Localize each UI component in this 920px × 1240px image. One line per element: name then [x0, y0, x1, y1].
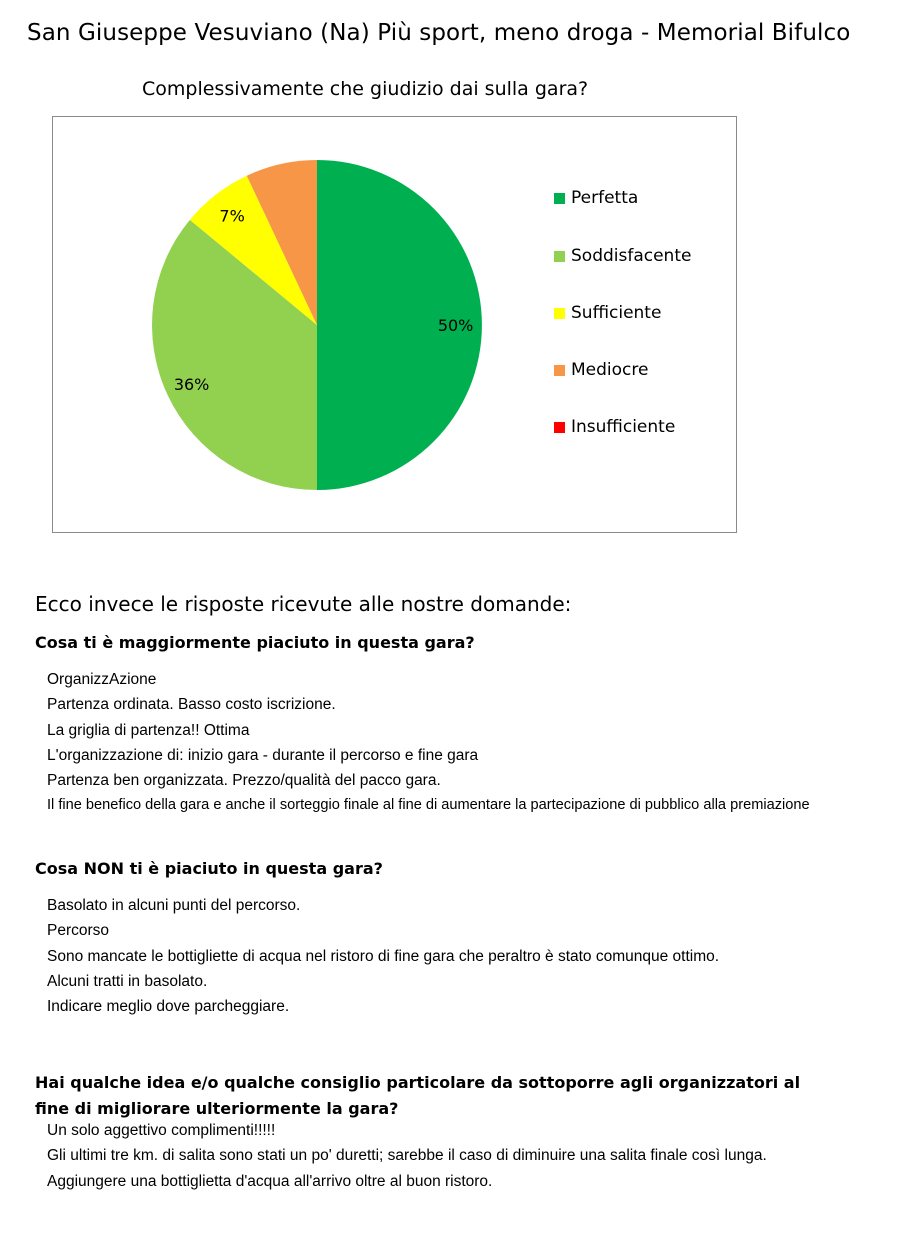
legend-swatch — [554, 251, 565, 262]
answer-item: Partenza ben organizzata. Prezzo/qualità del pacco gara. — [47, 772, 441, 790]
answers-suggestions — [47, 1118, 767, 1194]
legend-label: Soddisfacente — [571, 246, 692, 266]
legend-label: Perfetta — [571, 188, 639, 208]
legend-item-insufficiente — [554, 416, 675, 438]
legend-label: Sufficiente — [571, 303, 662, 323]
answers-disliked — [47, 893, 719, 1019]
pie-slices — [152, 160, 482, 490]
answer-item: La griglia di partenza!! Ottima — [47, 721, 250, 739]
question-liked: Cosa ti è maggiormente piaciuto in questa gara? — [35, 633, 475, 652]
answer-item: OrganizzAzione — [47, 671, 157, 688]
legend-swatch — [554, 193, 565, 204]
legend-item-sufficiente — [554, 302, 661, 324]
legend-item-soddisfacente — [554, 245, 691, 267]
answer-item: Alcuni tratti in basolato. — [47, 972, 208, 990]
answer-item: Percorso — [47, 922, 110, 940]
data-label-perfetta: 50% — [437, 316, 474, 335]
legend-swatch — [554, 422, 565, 433]
legend-label: Mediocre — [571, 360, 649, 380]
page-title: San Giuseppe Vesuviano (Na) Più sport, meno droga - Memorial Bifulco — [27, 20, 851, 46]
data-label-soddisfacente: 36% — [173, 375, 210, 394]
legend-swatch — [554, 308, 565, 319]
answer-item: Partenza ordinata. Basso costo iscrizione. — [47, 696, 336, 714]
data-label-sufficiente: 7% — [219, 206, 245, 226]
answer-item: Indicare meglio dove parcheggiare. — [47, 998, 290, 1016]
answer-item: Gli ultimi tre km. di salita sono stati un po' duretti; sarebbe il caso di diminuire una salita finale così lunga. — [47, 1147, 767, 1165]
answer-item: Aggiungere una bottiglietta d'acqua all'arrivo oltre al buon ristoro. — [47, 1172, 493, 1190]
chart-title: Complessivamente che giudizio dai sulla gara? — [142, 78, 589, 100]
legend-item-mediocre — [554, 359, 648, 381]
legend-item-perfetta — [554, 187, 638, 209]
answer-item: Basolato in alcuni punti del percorso. — [47, 897, 301, 914]
legend-label: Insufficiente — [571, 417, 676, 437]
legend-swatch — [554, 365, 565, 376]
pie-chart — [0, 0, 920, 560]
answer-item: Un solo aggettivo complimenti!!!!! — [47, 1122, 276, 1139]
answer-item: Sono mancate le bottigliette di acqua nel ristoro di fine gara che peraltro è stato comunque ottimo. — [47, 947, 720, 965]
question-suggestions: Hai qualche idea e/o qualche consiglio particolare da sottoporre agli organizzatori al fine di migliorare ulteriormente la gara? — [35, 1073, 801, 1118]
question-disliked: Cosa NON ti è piaciuto in questa gara? — [35, 859, 383, 878]
answers-liked — [47, 667, 810, 819]
answer-item: Il fine benefico della gara e anche il sorteggio finale al fine di aumentare la partecipazione di pubblico alla premiazione — [47, 797, 810, 814]
answer-item: L'organizzazione di: inizio gara - durante il percorso e fine gara — [47, 746, 479, 764]
section-intro: Ecco invece le risposte ricevute alle nostre domande: — [35, 592, 572, 616]
